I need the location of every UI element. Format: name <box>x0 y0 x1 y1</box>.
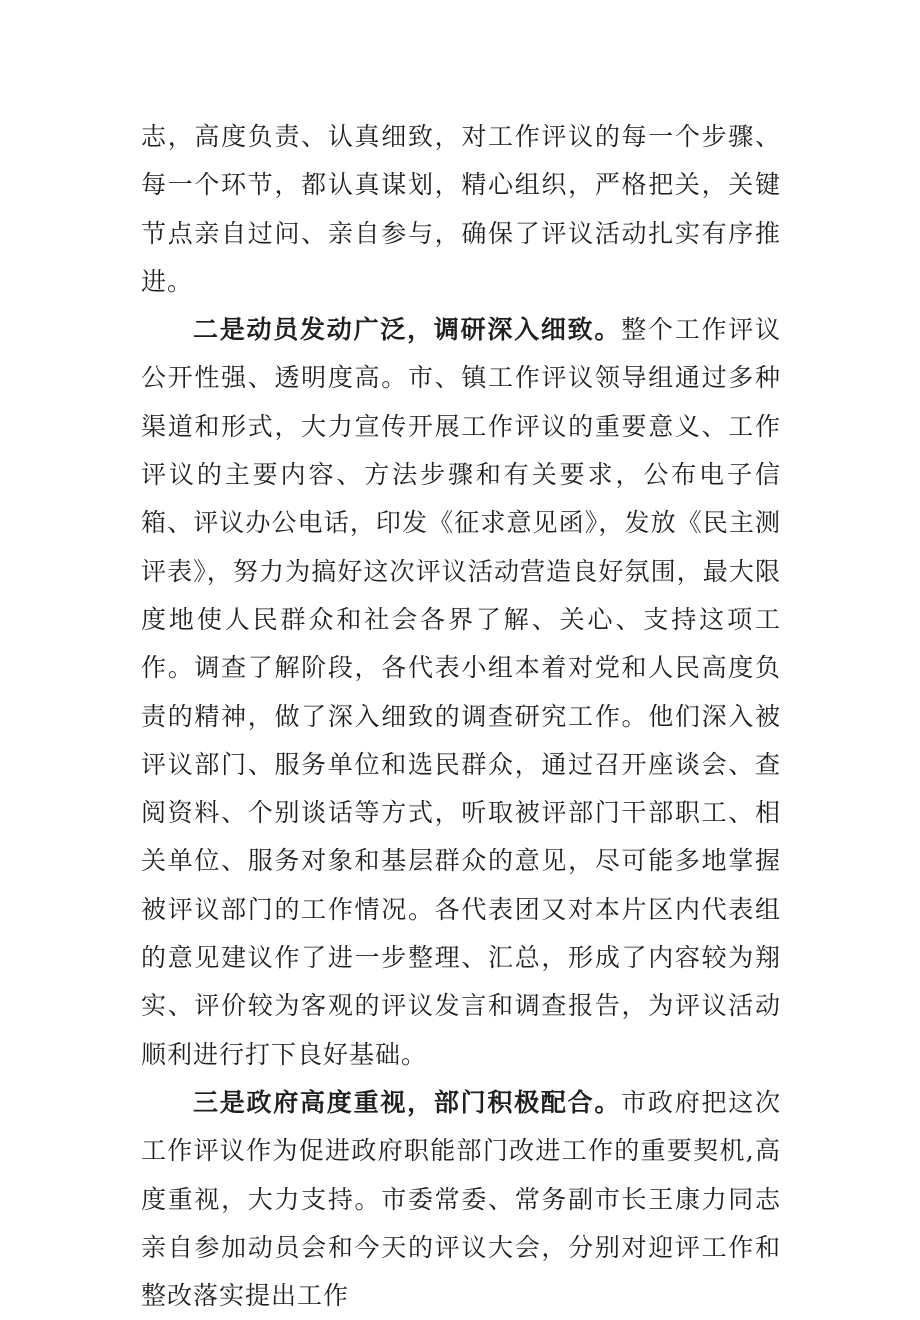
document-body <box>141 113 781 1320</box>
paragraph-text: 志，高度负责、认真细致，对工作评议的每一个步骤、每一个环节，都认真谋划，精心组织，严格把关，关键节点亲自过问、亲自参与，确保了评议活动扎实有序推进。 <box>141 122 781 296</box>
paragraph-text: 整个工作评议公开性强、透明度高。市、镇工作评议领导组通过多种渠道和形式，大力宣传开展工作评议的重要意义、工作评议的主要内容、方法步骤和有关要求，公布电子信箱、评议办公电话，印发《征求意见函》，发放《民主测评表》，努力为搞好这次评议活动营造良好氛围，最大限度地使人民群众和社会各界了解、关心、支持这项工作。调查了解阶段，各代表小组本着对党和人民高度负责的精神，做了深入细致的调查研究工作。他们深入被评议部门、服务单位和选民群众，通过召开座谈会、查阅资料、个别谈话等方式，听取被评部门干部职工、相关单位、服务对象和基层群众的意见，尽可能多地掌握被评议部门的工作情况。各代表团又对本片区内代表组的意见建议作了进一步整理、汇总，形成了内容较为翔实、评价较为客观的评议发言和调查报告，为评议活动顺利进行打下良好基础。 <box>141 315 781 1069</box>
paragraph-text: 市政府把这次工作评议作为促进政府职能部门改进工作的重要契机,高度重视，大力支持。市委常委、常务副市长王康力同志亲自参加动员会和今天的评议大会，分别对迎评工作和整改落实提出工作 <box>141 1087 781 1311</box>
paragraph-continuation <box>141 113 781 306</box>
paragraph-mobilization <box>141 306 781 1079</box>
paragraph-government <box>141 1079 781 1320</box>
paragraph-lead: 三是政府高度重视，部门积极配合。 <box>193 1087 622 1117</box>
paragraph-lead: 二是动员发动广泛，调研深入细致。 <box>193 315 622 345</box>
